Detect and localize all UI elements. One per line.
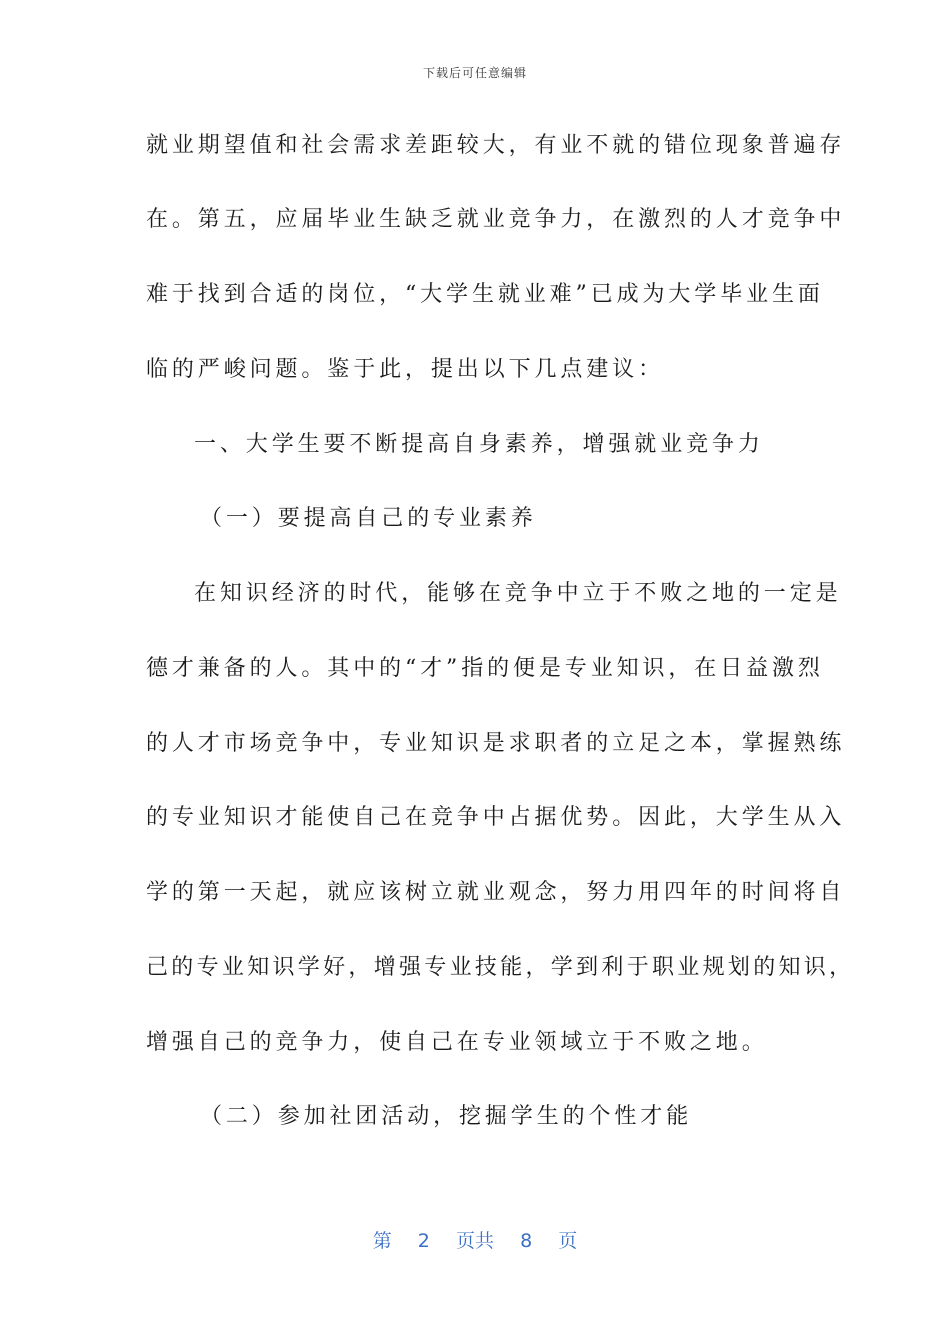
subsection-heading-2: （二）参加社团活动，挖掘学生的个性才能 <box>200 1104 693 1129</box>
body-line-10: 的专业知识才能使自己在竞争中占据优势。因此，大学生从入 <box>146 805 846 830</box>
page-suffix: 页 <box>558 1230 578 1252</box>
page-footer <box>0 1226 950 1253</box>
body-line-3: 难于找到合适的岗位，“大学生就业难”已成为大学毕业生面 <box>146 282 824 307</box>
body-line-7: 在知识经济的时代，能够在竞争中立于不败之地的一定是 <box>194 581 842 606</box>
body-line-2: 在。第五，应届毕业生缺乏就业竞争力，在激烈的人才竞争中 <box>146 207 846 232</box>
download-editable-note: 下载后可任意编辑 <box>422 66 527 80</box>
total-pages-number: 8 <box>520 1230 533 1252</box>
section-heading-1: 一、大学生要不断提高自身素养，增强就业竞争力 <box>194 432 764 457</box>
body-line-12: 己的专业知识学好，增强专业技能，学到利于职业规划的知识， <box>146 955 855 980</box>
body-line-11: 学的第一天起，就应该树立就业观念，努力用四年的时间将自 <box>146 880 846 905</box>
body-line-1: 就业期望值和社会需求差距较大，有业不就的错位现象普遍存 <box>146 133 846 158</box>
body-line-9: 的人才市场竞争中，专业知识是求职者的立足之本，掌握熟练 <box>146 731 846 756</box>
current-page-number: 2 <box>417 1230 430 1252</box>
body-line-13: 增强自己的竞争力，使自己在专业领域立于不败之地。 <box>146 1030 768 1055</box>
body-line-8: 德才兼备的人。其中的“才”指的便是专业知识，在日益激烈 <box>146 656 824 681</box>
page-prefix: 第 <box>372 1230 392 1252</box>
page-mid-label: 页共 <box>455 1230 494 1252</box>
subsection-heading-1: （一）要提高自己的专业素养 <box>200 506 537 531</box>
body-line-4: 临的严峻问题。鉴于此，提出以下几点建议： <box>146 357 665 382</box>
